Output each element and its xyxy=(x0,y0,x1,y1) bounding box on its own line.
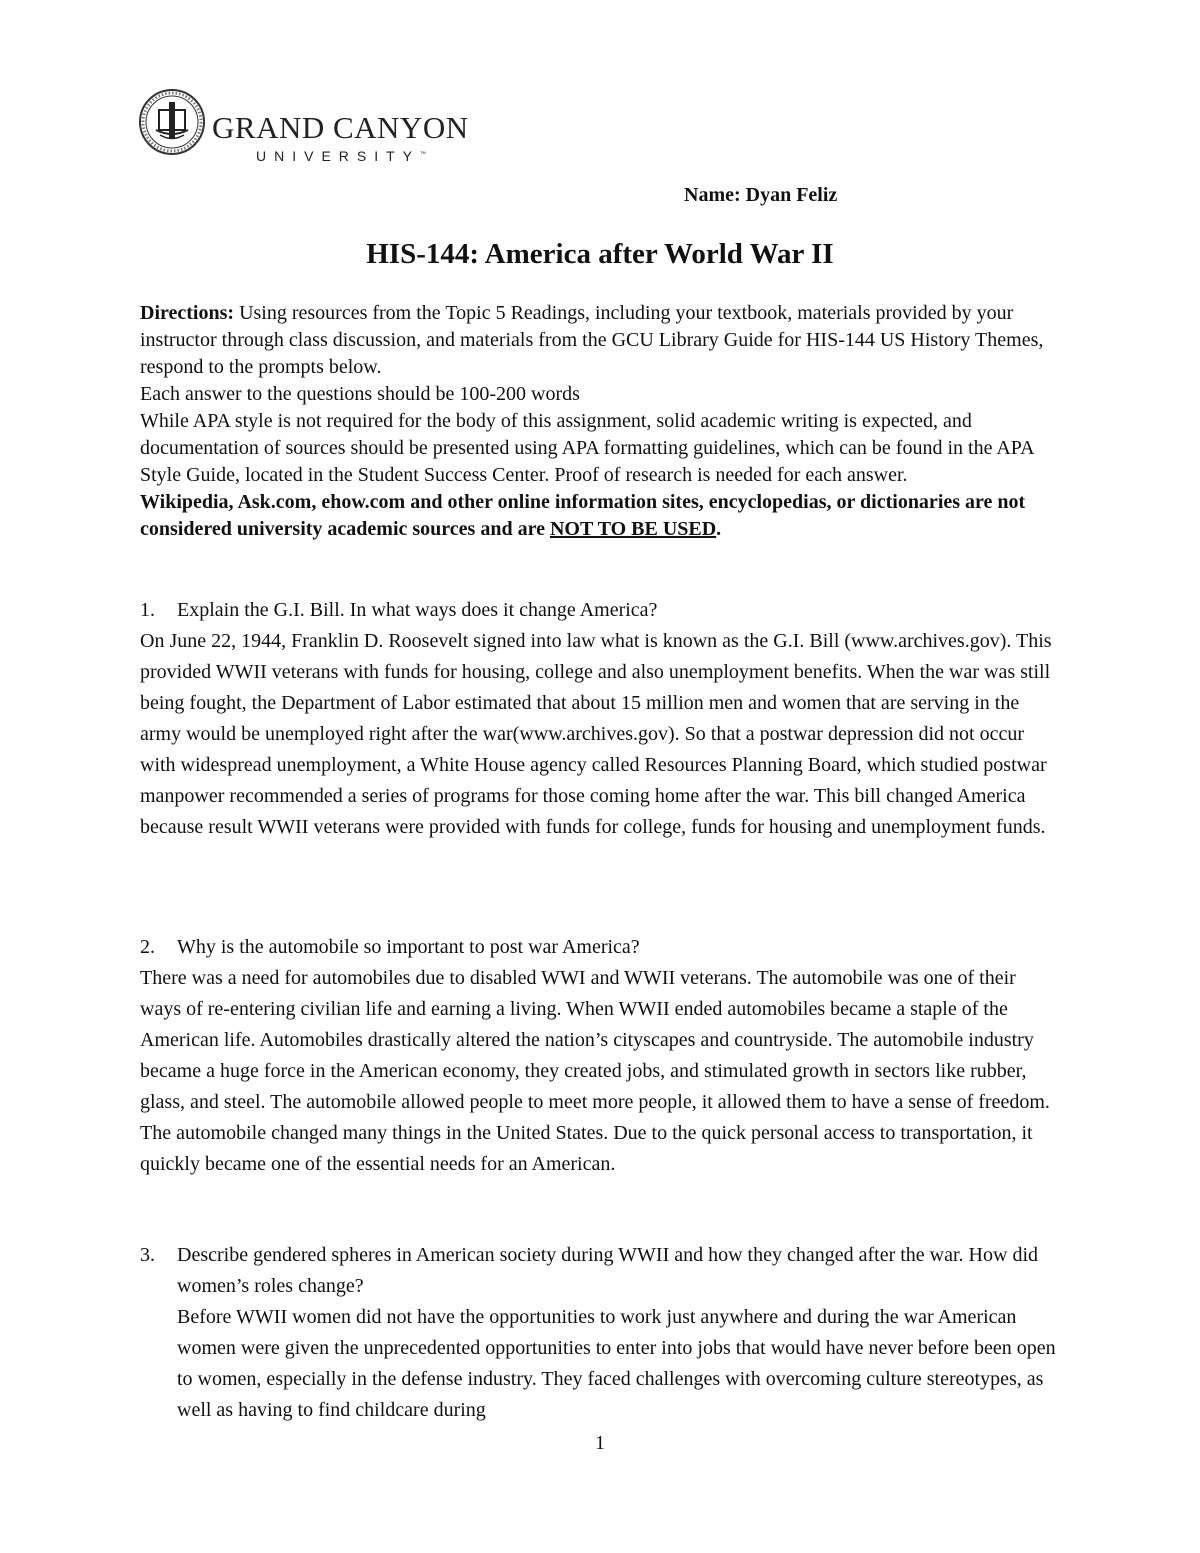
question-answer: On June 22, 1944, Franklin D. Roosevelt signed into law what is known as the G.I. Bill (www.archives.gov). This provided WWII veterans with funds for housing, college and also unemployment benefits. When the war was still being fought, the Department of Labor estimated that about 15 million men and women that are serving in the army would be unemployed right after the war(www.archives.gov). So that a postwar depression did not occur with widespread unemployment, a White House agency called Resources Planning Board, which studied postwar manpower recommended a series of programs for those coming home after the war. This bill changed America because result WWII veterans were provided with funds for college, funds for housing and unemployment funds. xyxy=(140,630,1052,838)
document-title: HIS-144: America after World War II xyxy=(366,238,834,270)
not-to-be-used: NOT TO BE USED xyxy=(549,518,717,540)
university-seal-icon xyxy=(138,88,206,156)
question-1 xyxy=(140,595,1060,843)
directions-label: Directions: xyxy=(140,302,235,324)
logo-subtitle: UNIVERSITY™ xyxy=(256,148,427,164)
sources-warning: Wikipedia, Ask.com, ehow.com and other online information sites, encyclopedias, or dictionaries are not considered university academic sources and are NOT TO BE USED. xyxy=(140,491,1026,540)
question-answer: There was a need for automobiles due to disabled WWI and WWII veterans. The automobile was one of their ways of re-entering civilian life and earning a living. When WWII ended automobiles became a staple of the American life. Automobiles drastically altered the nation’s cityscapes and countryside. The automobile industry became a huge force in the American economy, they created jobs, and stimulated growth in sectors like rubber, glass, and steel. The automobile allowed people to meet more people, it allowed them to have a sense of freedom. The automobile changed many things in the United States. Due to the quick personal access to transportation, it quickly became one of the essential needs for an American. xyxy=(140,967,1050,1175)
directions-text: Using resources from the Topic 5 Readings, including your textbook, materials provided by your instructor through class discussion, and materials from the GCU Library Guide for HIS-144 US History Themes, respond to the prompts below. xyxy=(140,302,1044,378)
university-logo xyxy=(138,88,469,164)
question-prompt: 1. Explain the G.I. Bill. In what ways does it change America? xyxy=(140,599,658,621)
word-count-note: Each answer to the questions should be 100-200 words xyxy=(140,383,580,405)
question-2 xyxy=(140,932,1060,1180)
question-prompt: 3. Describe gendered spheres in American society during WWII and how they changed after the war. How did women’s roles change? xyxy=(140,1244,1038,1297)
question-3 xyxy=(140,1240,1060,1426)
apa-note: While APA style is not required for the body of this assignment, solid academic writing is expected, and documentation of sources should be presented using APA formatting guidelines, which can be found in the APA Style Guide, located in the Student Success Center. Proof of research is needed for each answer. xyxy=(140,410,1034,486)
question-answer: Before WWII women did not have the opportunities to work just anywhere and during the war American women were given the unprecedented opportunities to enter into jobs that would have never before been open to women, especially in the defense industry. They faced challenges with overcoming culture stereotypes, as well as having to find childcare during xyxy=(177,1306,1056,1421)
logo-wordmark: GRAND CANYON xyxy=(212,110,469,145)
directions-section xyxy=(140,300,1060,543)
question-prompt: 2. Why is the automobile so important to post war America? xyxy=(140,936,640,958)
directions-paragraph xyxy=(140,300,1060,381)
student-name: Name: Dyan Feliz xyxy=(684,184,838,206)
page-number: 1 xyxy=(595,1432,605,1454)
